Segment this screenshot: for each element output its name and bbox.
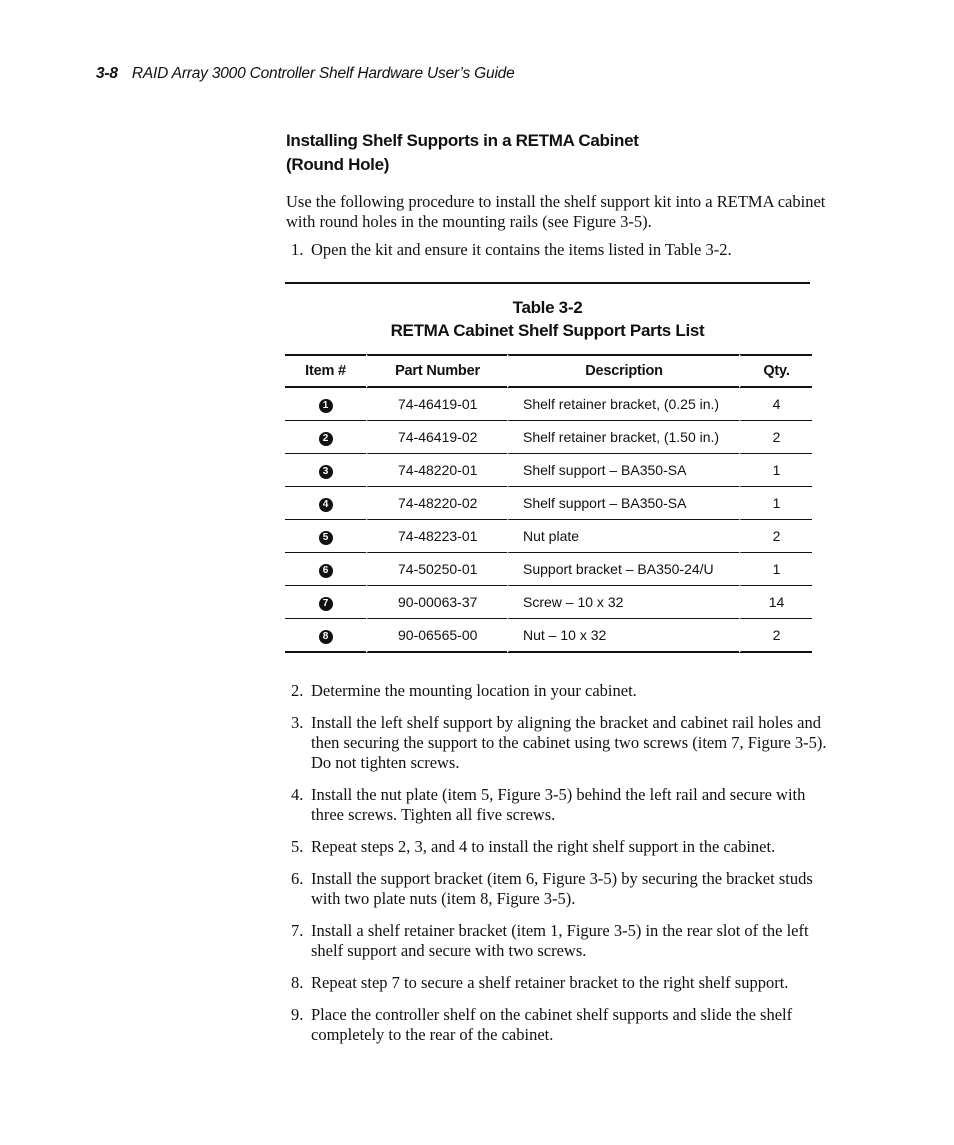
qty-cell: 2 bbox=[739, 619, 812, 653]
part-number-cell: 74-50250-01 bbox=[366, 553, 507, 586]
qty-cell: 4 bbox=[739, 388, 812, 421]
step-text: Place the controller shelf on the cabinet shelf supports and slide the shelf completely to the rear of the cabinet. bbox=[311, 1005, 793, 1044]
step-number: 4. bbox=[291, 785, 304, 804]
part-number-cell: 90-06565-00 bbox=[366, 619, 507, 653]
item-cell bbox=[285, 421, 366, 454]
description-cell: Nut – 10 x 32 bbox=[507, 619, 739, 653]
step-number: 2. bbox=[291, 681, 304, 700]
step-number: 3. bbox=[291, 713, 304, 732]
running-header bbox=[96, 65, 515, 83]
step-text: Repeat steps 2, 3, and 4 to install the right shelf support in the cabinet. bbox=[311, 837, 776, 856]
step-text: Install a shelf retainer bracket (item 1, Figure 3-5) in the rear slot of the left shelf support and secure with two screws. bbox=[311, 921, 809, 960]
qty-cell: 14 bbox=[739, 586, 812, 619]
description-cell: Screw – 10 x 32 bbox=[507, 586, 739, 619]
item-cell bbox=[285, 619, 366, 653]
table-caption bbox=[285, 284, 810, 354]
step-item bbox=[286, 240, 831, 260]
header-description: Description bbox=[507, 354, 739, 388]
step-item bbox=[286, 837, 831, 857]
item-cell bbox=[285, 520, 366, 553]
step-item bbox=[286, 921, 831, 961]
step-item bbox=[286, 785, 831, 825]
table-row bbox=[285, 619, 812, 653]
table-header-row bbox=[285, 354, 812, 388]
part-number-cell: 74-48220-02 bbox=[366, 487, 507, 520]
item-number-badge: 7 bbox=[319, 597, 333, 611]
header-item: Item # bbox=[285, 354, 366, 388]
step-item bbox=[286, 869, 831, 909]
item-number-badge: 6 bbox=[319, 564, 333, 578]
table-row bbox=[285, 421, 812, 454]
part-number-cell: 74-46419-02 bbox=[366, 421, 507, 454]
step-text: Determine the mounting location in your cabinet. bbox=[311, 681, 637, 700]
item-number-badge: 4 bbox=[319, 498, 333, 512]
item-cell bbox=[285, 553, 366, 586]
parts-table-block bbox=[285, 282, 810, 653]
description-cell: Support bracket – BA350-24/U bbox=[507, 553, 739, 586]
qty-cell: 2 bbox=[739, 520, 812, 553]
description-cell: Nut plate bbox=[507, 520, 739, 553]
description-cell: Shelf retainer bracket, (1.50 in.) bbox=[507, 421, 739, 454]
step-number: 9. bbox=[291, 1005, 304, 1024]
step-text: Open the kit and ensure it contains the items listed in Table 3-2. bbox=[311, 240, 732, 259]
part-number-cell: 90-00063-37 bbox=[366, 586, 507, 619]
table-title: RETMA Cabinet Shelf Support Parts List bbox=[390, 321, 705, 340]
step-number: 6. bbox=[291, 869, 304, 888]
description-cell: Shelf retainer bracket, (0.25 in.) bbox=[507, 388, 739, 421]
intro-paragraph: Use the following procedure to install the shelf support kit into a RETMA cabinet with round holes in the mounting rails (see Figure 3-5). bbox=[286, 192, 826, 231]
qty-cell: 1 bbox=[739, 454, 812, 487]
item-number-badge: 8 bbox=[319, 630, 333, 644]
table-row bbox=[285, 454, 812, 487]
step-text: Repeat step 7 to secure a shelf retainer bracket to the right shelf support. bbox=[311, 973, 789, 992]
steps-list-first bbox=[286, 240, 831, 260]
part-number-cell: 74-48223-01 bbox=[366, 520, 507, 553]
description-cell: Shelf support – BA350-SA bbox=[507, 454, 739, 487]
part-number-cell: 74-46419-01 bbox=[366, 388, 507, 421]
step-text: Install the support bracket (item 6, Figure 3-5) by securing the bracket studs with two plate nuts (item 8, Figure 3-5). bbox=[311, 869, 813, 908]
step-number: 8. bbox=[291, 973, 304, 992]
section-title-line1: Installing Shelf Supports in a RETMA Cabinet bbox=[286, 131, 639, 150]
qty-cell: 2 bbox=[739, 421, 812, 454]
table-row bbox=[285, 553, 812, 586]
step-number: 1. bbox=[291, 240, 304, 259]
table-number: Table 3-2 bbox=[512, 298, 583, 317]
parts-table bbox=[285, 354, 812, 653]
book-title: RAID Array 3000 Controller Shelf Hardware User’s Guide bbox=[131, 65, 515, 82]
qty-cell: 1 bbox=[739, 553, 812, 586]
step-number: 7. bbox=[291, 921, 304, 940]
header-qty: Qty. bbox=[739, 354, 812, 388]
step-item bbox=[286, 713, 831, 773]
step-item bbox=[286, 973, 831, 993]
step-item bbox=[286, 681, 831, 701]
table-row bbox=[285, 388, 812, 421]
step-text: Install the left shelf support by aligning the bracket and cabinet rail holes and then securing the support to the cabinet using two screws (item 7, Figure 3-5). Do not tighten screws. bbox=[311, 713, 827, 772]
item-number-badge: 3 bbox=[319, 465, 333, 479]
step-text: Install the nut plate (item 5, Figure 3-5) behind the left rail and secure with three screws. Tighten all five screws. bbox=[311, 785, 806, 824]
table-row bbox=[285, 487, 812, 520]
item-number-badge: 5 bbox=[319, 531, 333, 545]
header-part-number: Part Number bbox=[366, 354, 507, 388]
item-cell bbox=[285, 454, 366, 487]
item-cell bbox=[285, 487, 366, 520]
table-row bbox=[285, 586, 812, 619]
step-number: 5. bbox=[291, 837, 304, 856]
step-item bbox=[286, 1005, 831, 1045]
item-cell bbox=[285, 586, 366, 619]
part-number-cell: 74-48220-01 bbox=[366, 454, 507, 487]
steps-list-rest bbox=[286, 681, 831, 1057]
section-title bbox=[286, 129, 706, 177]
section-title-line2: (Round Hole) bbox=[286, 155, 390, 174]
table-row bbox=[285, 520, 812, 553]
page-number: 3-8 bbox=[96, 65, 118, 82]
qty-cell: 1 bbox=[739, 487, 812, 520]
description-cell: Shelf support – BA350-SA bbox=[507, 487, 739, 520]
item-number-badge: 2 bbox=[319, 432, 333, 446]
item-cell bbox=[285, 388, 366, 421]
item-number-badge: 1 bbox=[319, 399, 333, 413]
